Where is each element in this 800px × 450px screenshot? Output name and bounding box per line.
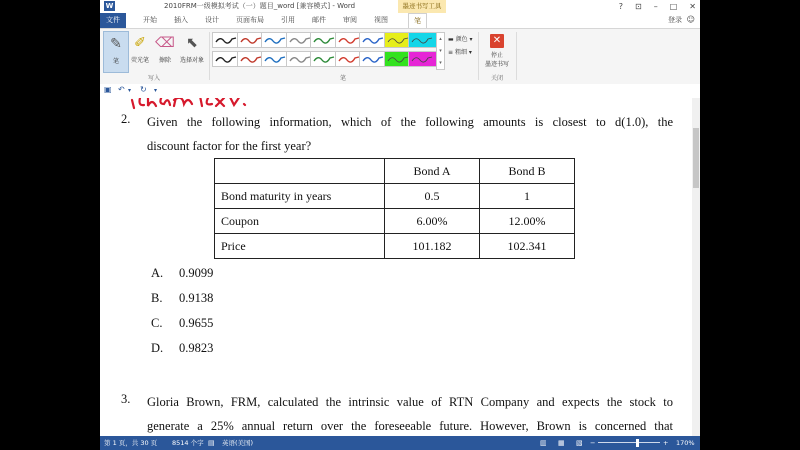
zoom-out-button[interactable]: − [590,439,596,447]
ink-annotation [130,98,290,110]
option-letter: B. [151,291,163,305]
table-row [215,209,575,234]
tab-file[interactable]: 文件 [100,13,126,28]
question-text-line: generate a 25% annual return over the foreseeable future. However, Brown is concerned that [147,419,673,433]
undo-icon[interactable]: ↶ [118,85,125,94]
table-header: Bond B [480,159,575,184]
language[interactable]: 英语(美国) [222,439,254,447]
table-cell: 101.182 [385,234,480,259]
help-icon[interactable]: ? [618,2,624,11]
option-value: 0.9099 [179,266,214,280]
table-cell: Bond maturity in years [215,184,385,209]
read-mode-icon[interactable]: ▥ [540,439,547,447]
group-separator [209,32,210,80]
customize-qat-icon[interactable]: ▾ [154,87,158,94]
table-row [215,234,575,259]
table-cell: 1 [480,184,575,209]
option-value: 0.9823 [179,341,214,355]
bond-table [214,158,575,259]
option-letter: C. [151,316,163,330]
word-app-icon[interactable]: W [105,2,114,10]
scrollbar-thumb[interactable] [693,128,699,188]
stop-inking-button[interactable] [482,32,512,72]
write-group-label: 写入 [148,75,161,82]
pen-thickness-option[interactable]: ≡ 粗细 ▾ [448,49,472,56]
table-cell: 102.341 [480,234,575,259]
group-separator [516,32,517,80]
pen-icon: ✎ [110,36,122,52]
word-count[interactable]: 8514 个字 [172,439,204,447]
table-cell [215,159,385,184]
select-objects-label: 选择对象 [179,57,204,64]
title-bar [100,0,700,13]
table-cell: 0.5 [385,184,480,209]
zoom-slider[interactable] [598,442,660,443]
word-window [100,0,700,450]
tab-view[interactable]: 视图 [374,16,388,24]
highlighter-button[interactable] [127,31,153,71]
group-separator [478,32,479,80]
question-text-line: discount factor for the first year? [147,139,312,153]
quick-access-toolbar [100,84,700,98]
eraser-button[interactable] [153,31,177,71]
table-cell: Coupon [215,209,385,234]
pens-group-label: 笔 [340,75,347,82]
table-cell: 12.00% [480,209,575,234]
maximize-icon[interactable]: □ [669,2,678,11]
status-bar [100,436,700,450]
save-icon[interactable]: ▣ [104,85,112,94]
pen-button[interactable] [103,31,129,73]
tab-design[interactable]: 设计 [205,16,219,24]
print-layout-icon[interactable]: ▦ [558,439,565,447]
document-page[interactable] [100,98,692,436]
option-letter: D. [151,341,164,355]
stop-x-icon: ✕ [490,34,504,48]
answer-option [151,341,213,356]
close-icon[interactable]: ✕ [689,2,696,11]
gallery-scroll[interactable]: ▴ ▾ ▾ [436,32,445,70]
undo-dropdown-icon[interactable]: ▾ [128,87,132,94]
web-layout-icon[interactable]: ▧ [576,439,583,447]
question-text-line: Given the following information, which of the following amounts is closest to d(1.0), the [147,115,673,129]
table-cell: Price [215,234,385,259]
tab-review[interactable]: 审阅 [343,16,357,24]
sign-in-link[interactable]: 登录 [668,16,682,24]
window-title: 2010FRM一级模拟考试（一）题目_word [兼容模式] - Word [164,2,356,10]
answer-option [151,266,213,281]
window-controls [619,0,696,13]
pen-gallery [212,32,434,68]
table-header: Bond A [385,159,480,184]
feedback-smiley-icon[interactable]: ☺ [686,15,695,24]
minimize-icon[interactable]: – [653,2,658,11]
tab-references[interactable]: 引用 [281,16,295,24]
option-letter: A. [151,266,164,280]
highlighter-icon: ✐ [134,35,146,51]
redo-icon[interactable]: ↻ [140,85,147,94]
proofing-icon[interactable]: ▤ [208,439,215,447]
pen-label: 笔 [112,58,119,65]
eraser-icon: ⌫ [155,35,175,51]
ribbon-display-icon[interactable]: ⊡ [635,2,642,11]
close-group-label: 关闭 [491,75,504,82]
table-row [215,159,575,184]
question-number: 2. [121,112,131,126]
tab-page-layout[interactable]: 页面布局 [236,16,264,24]
select-objects-button[interactable] [177,31,207,71]
table-cell: 6.00% [385,209,480,234]
tab-pens[interactable]: 笔 [408,13,427,29]
page-count[interactable]: 第 1 页，共 30 页 [104,439,158,447]
tab-insert[interactable]: 插入 [174,16,188,24]
highlighter-label: 荧光笔 [130,57,149,64]
answer-option [151,291,213,306]
option-value: 0.9655 [179,316,214,330]
zoom-slider-handle[interactable] [636,439,639,447]
eraser-label: 擦除 [158,57,171,64]
pen-swatch[interactable] [408,51,437,67]
stop-inking-label-1: 停止 [490,52,503,59]
contextual-tab-title: 墨迹书写工具 [398,0,446,13]
pen-thickness-label: 粗细 [454,49,467,56]
ribbon [100,28,700,85]
select-cursor-icon: ⬉ [186,35,198,51]
table-row [215,184,575,209]
pen-color-label: 颜色 [455,36,468,43]
tab-mailings[interactable]: 邮件 [312,16,326,24]
stop-inking-label-2: 墨迹书写 [484,61,509,68]
tab-home[interactable]: 开始 [143,16,157,24]
question-number: 3. [121,392,131,406]
vertical-scrollbar[interactable] [692,98,700,436]
option-value: 0.9138 [179,291,214,305]
zoom-in-button[interactable]: + [663,439,669,447]
question-text-line: Gloria Brown, FRM, calculated the intrinsic value of RTN Company and expects the stock to [147,395,673,409]
ribbon-tabs [100,13,700,28]
pen-color-option[interactable]: ▬ 颜色 ▾ [448,36,473,43]
pen-swatch[interactable] [408,32,437,48]
zoom-level[interactable]: 170% [676,439,695,447]
answer-option [151,316,213,331]
